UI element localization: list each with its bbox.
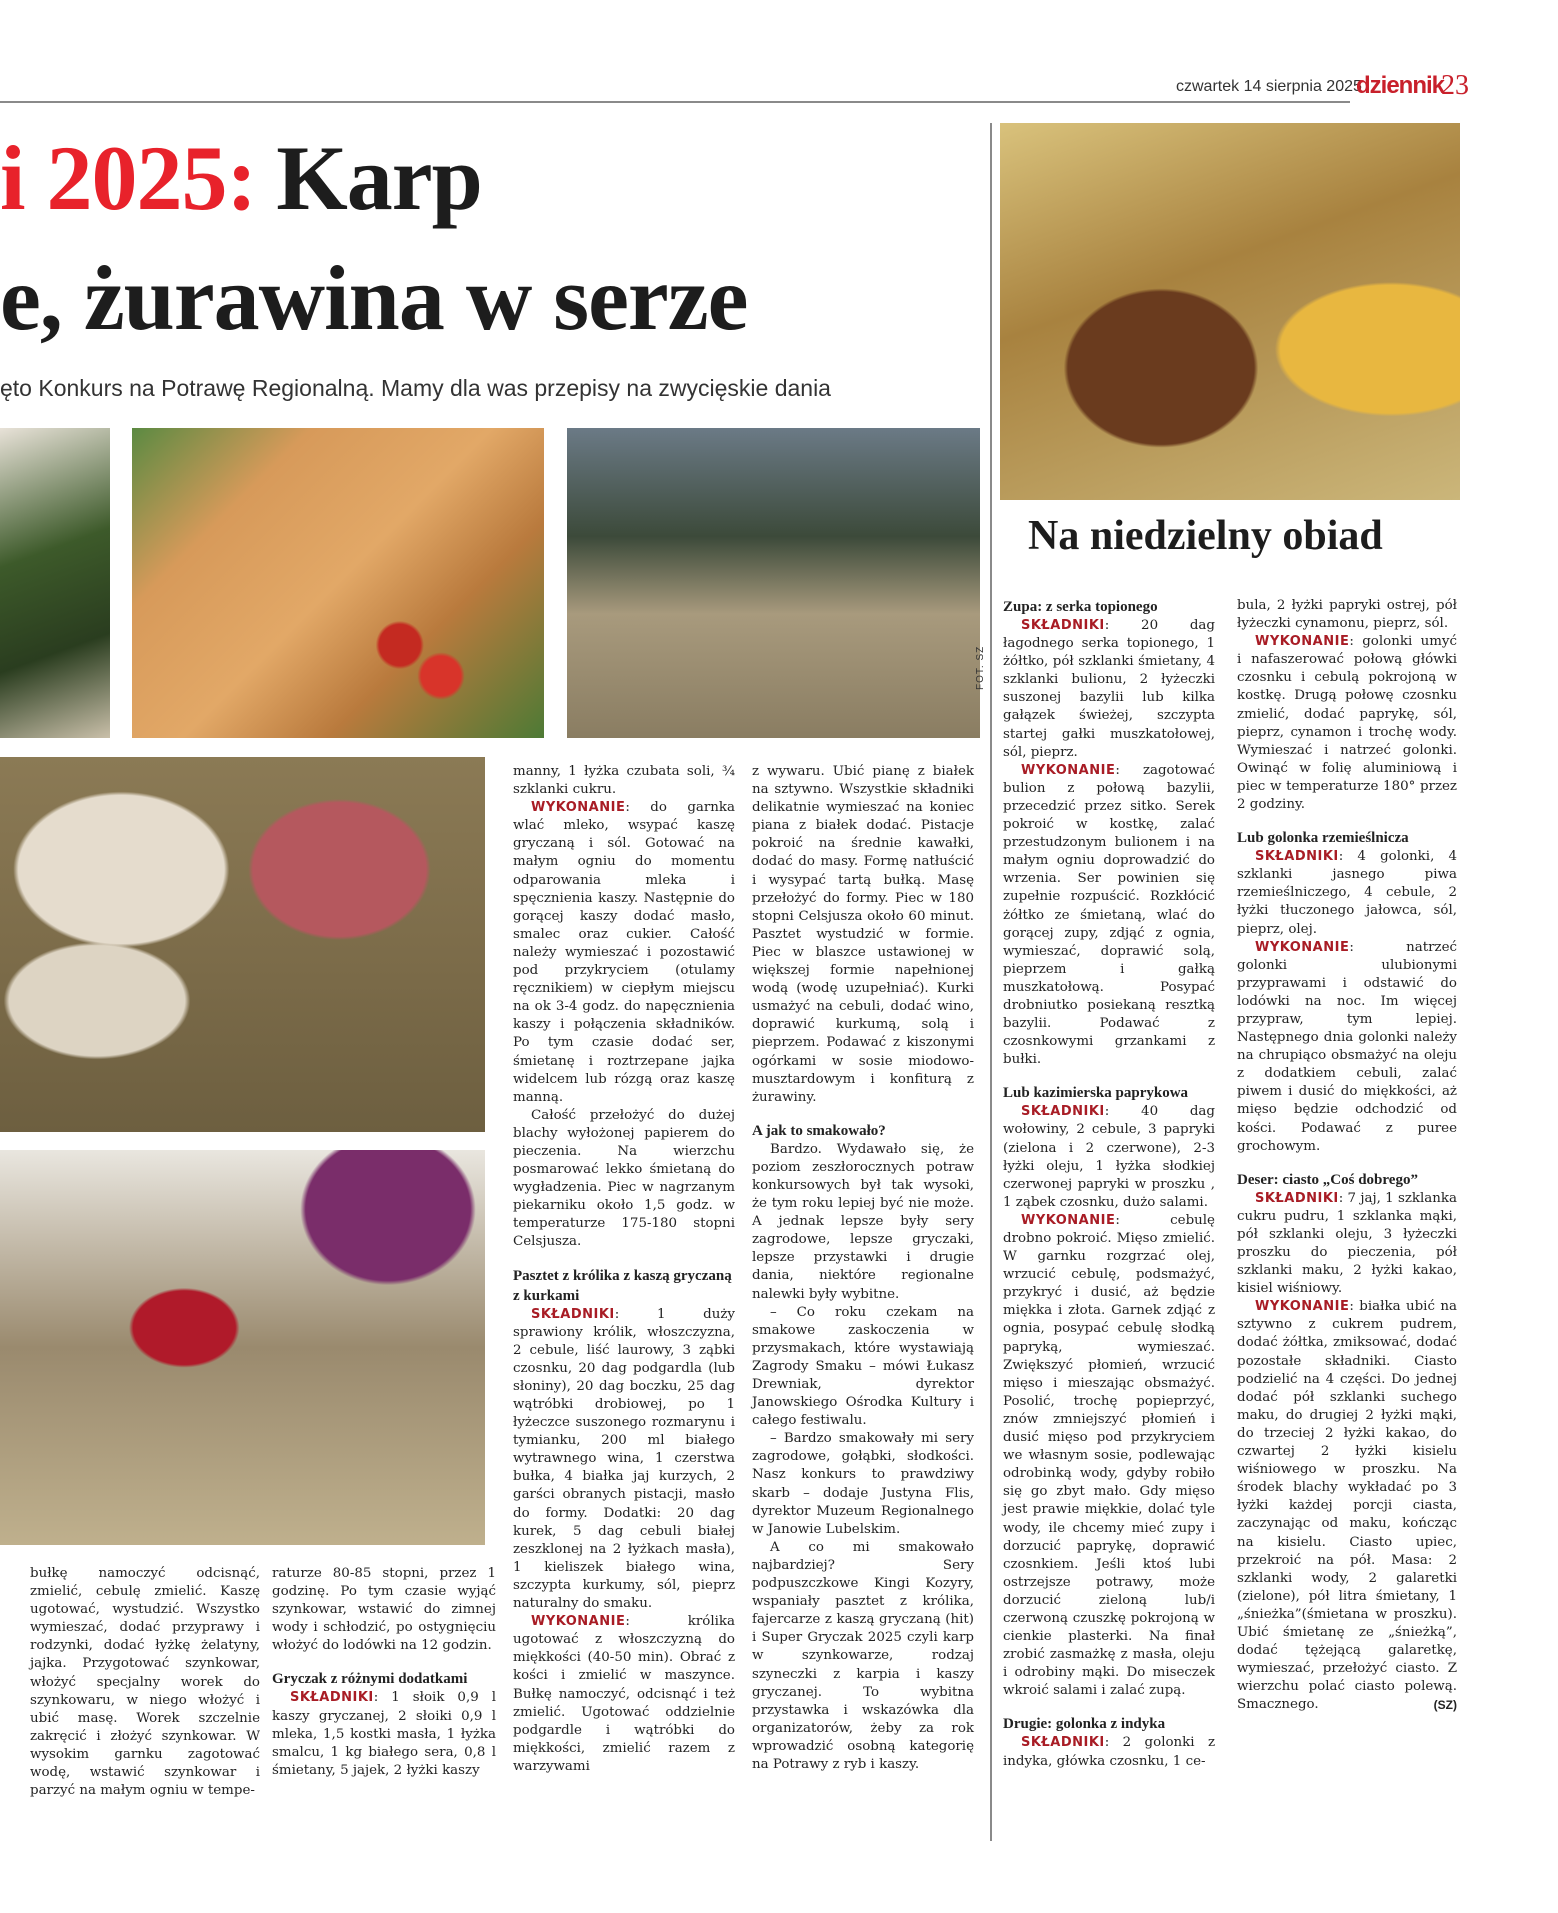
paragraph: Bardzo. Wydawało się, że poziom zeszłorocznych potraw konkursowych był tak wysoki, że tym roku lepiej być nie może. A jednak lepsze były sery zagrodowe, lepsze gryczaki, lepsze przystawki i drugie dania, niektóre regionalne nalewki były wybitne. <box>752 1141 974 1302</box>
ingredients-paragraph: SKŁADNIKI: 1 duży sprawiony królik, włoszczyzna, 2 cebule, liść laurowy, 3 ząbki czosnku, 20 dag podgardla (lub słoniny), 20 dag boczku, 25 dag wątróbki drobiowej, po 1 łyżeczce suszonego rozmarynu i tymianku, 200 ml białego wytrawnego wina, 1 czerstwa bułka, 4 białka jaj kurzych, 2 garści obranych pistacji, masło do formy. Dodatki: 20 dag kurek, 5 dag cebuli białej zeszklonej na 2 łyżkach masła), 1 kieliszek białego wina, szczypta kurkumy, sól, pieprz naturalny do smaku. <box>513 1306 735 1612</box>
preparation-label: WYKONANIE <box>1255 1299 1350 1315</box>
headline-dark-part: Karp <box>276 127 482 229</box>
article-column-3 <box>513 763 735 1776</box>
sidebar-column-2 <box>1237 597 1457 1714</box>
herbs-photo <box>0 428 110 738</box>
ingredients-label: SKŁADNIKI <box>1255 1190 1339 1206</box>
article-column-1 <box>30 1565 260 1800</box>
preparation-paragraph: WYKONANIE: białka ubić na sztywno z cukrem pudrem, dodać żółtka, zmiksować, dodać pozostałe składniki. Ciasto podzielić na 4 części. Do jednej dodać pół szklanki suchego maku, do drugiej 2 łyżki mąki, do trzeciej 2 łyżki kakao, do czwartej 2 łyżki kisielu wiśniowego w proszku. Na środek blachy wykładać po 3 łyżki każdej porcji ciasta, zaczynając od maku, kończąc na kisielu. Ciasto upiec, przekroić na pół. Masa: 2 szklanki wody, 2 galaretki (zielone), pół litra śmietany, 1 „śnieżka”(śmietana w proszku). Ubić śmietanę ze „śnieżką”, dodać tężejącą galaretkę, wymieszać, przełożyć ciasto. Z wierzchu polać ciasto polewą. Smacznego. (SZ) <box>1237 1298 1457 1714</box>
preparation-paragraph: WYKONANIE: królika ugotować z włoszczyzną do miękkości (40-50 min). Obrać z kości i zmielić w maszynce. Bułkę namoczyć, odcisnąć i też zmielić. Ugotować oddzielnie podgardle i wątróbki do miękkości, zmielić razem z warzywami <box>513 1614 735 1774</box>
photo-credit: FOT. SZ <box>975 645 986 690</box>
recipe-title: Lub kazimierska paprykowa <box>1003 1085 1189 1102</box>
ingredients-label: SKŁADNIKI <box>1021 1735 1105 1751</box>
pierogi-photo <box>0 757 485 1132</box>
sidebar-column-1 <box>1003 597 1215 1771</box>
ingredients-paragraph: SKŁADNIKI: 40 dag wołowiny, 2 cebule, 3 papryki (zielona i 2 czerwone), 2-3 łyżki oleju, 1 łyżka słodkiej czerwonej papryki w proszku , 1 ząbek czosnku, dużo salami. <box>1003 1104 1215 1210</box>
ingredients-label: SKŁADNIKI <box>1255 849 1339 865</box>
recipe-title: Zupa: z serka topionego <box>1003 599 1158 615</box>
paragraph: – Bardzo smakowały mi sery zagrodowe, gołąbki, słodkości. Nasz konkurs to prawdziwy skarb – dodaje Justyna Flis, dyrektor Muzeum Regionalnego w Janowie Lubelskim. <box>752 1431 974 1537</box>
ingredients-paragraph: SKŁADNIKI: 2 golonki z indyka, główka czosnku, 1 ce- <box>1003 1735 1215 1769</box>
page-number: 23 <box>1441 70 1469 101</box>
paragraph: bułkę namoczyć odcisnąć, zmielić, cebulę zmielić. Kaszę ugotować, wystudzić. Wszystko wymieszać, dodać przyprawy i rodzynki, dodać łyżkę żelatyny, jajka. Przygotować szynkowar, włożyć specjalny worek do szynkowaru, w niego włożyć i ubić masę. Worek szczelnie zakręcić i złożyć szynkowar. W wysokim garnku zagotować wodę, wstawić szynkowar i parzyć na małym ogniu w tempe- <box>30 1566 260 1799</box>
headline-line-1 <box>0 128 482 228</box>
paragraph: bula, 2 łyżki papryki ostrej, pół łyżeczki cynamonu, pieprz, sól. <box>1237 598 1457 632</box>
preparation-paragraph: WYKONANIE: cebulę drobno pokroić. Mięso zmielić. W garnku rozgrzać olej, wrzucić cebulę, podsmażyć, przykryć i dusić, aż będzie miękka i złota. Garnek zdjąć z ognia, posypać cebulę słodką papryką, wymieszać. Zwiększyć płomień, wrzucić mięso i mieszając obsmażyć. Posolić, trochę popieprzyć, znów zmniejszyć płomień i dusić mięso pod przykryciem we własnym sosie, podlewając odrobinką wody, gdyby robiło się go zbyt mało. Gdy mięso jest prawie miękkie, dolać tyle wody, ile chcemy mieć zupy i dorzucić paprykę, doprawić czosnkiem. Jeśli ktoś lubi ostrzejsze potrawy, może dorzucić zieloną lub/i czerwoną czuszkę pokrojoną w cienkie plasterki. Na finał zrobić zasmażkę z masła, oleju i odrobiny mąki. Do miseczek wkroić salami i zalać zupą. <box>1003 1212 1215 1699</box>
paragraph: – Co roku czekam na smakowe zaskoczenia w przysmakach, które wystawiają Zagrody Smaku – mówi Łukasz Drewniak, dyrektor Janowskiego Ośrodka Kultury i całego festiwalu. <box>752 1304 974 1429</box>
preparation-paragraph: WYKONANIE: golonki umyć i nafaszerować połową główki czosnku i cebulą pokrojoną w kostkę. Drugą połowę czosnku zmielić, dodać paprykę, sól, pieprz, cynamon i trochę wody. Wymieszać i natrzeć golonki. Owinąć w folię aluminiową i piec w temperaturze 180° przez 2 godziny. <box>1237 634 1457 813</box>
dish-photo <box>567 428 980 738</box>
preparation-label: WYKONANIE <box>1255 634 1350 650</box>
recipe-title: Gryczak z różnymi dodatkami <box>272 1671 468 1688</box>
headline-line-2: e, żurawina w serze <box>0 247 748 349</box>
recipe-title: Deser: ciasto „Coś dobrego” <box>1237 1171 1418 1188</box>
recipe-title: Drugie: golonka z indyka <box>1003 1716 1166 1733</box>
paragraph: raturze 80-85 stopni, przez 1 godzinę. Po tym czasie wyjąć szynkowar, wstawić do zimnej wody i schłodzić, po ostygnięciu włożyć do lodówki na 12 godzin. <box>272 1566 496 1654</box>
article-column-2 <box>272 1565 496 1780</box>
preparation-label: WYKONANIE <box>1021 1212 1116 1228</box>
standfirst: ęto Konkurs na Potrawę Regionalną. Mamy dla was przepisy na zwycięskie dania <box>0 375 831 401</box>
ingredients-label: SKŁADNIKI <box>1021 1104 1105 1120</box>
preparation-paragraph: WYKONANIE: do garnka wlać mleko, wsypać kaszę gryczaną i sól. Gotować na małym ogniu do momentu odparowania mleka i spęcznienia kaszy. Następnie do gorącej kaszy dodać masło, smalec oraz cukier. Całość należy wymieszać i pozostawić pod przykryciem (otulamy ręcznikiem) w ciepłym miejscu na ok 3-4 godz. do napęcznienia kaszy i połączenia składników. Po tym czasie dodać ser, śmietanę i roztrzepane jajka widelcem lub rózgą oraz kaszę manną. <box>513 800 735 1105</box>
ingredients-paragraph: SKŁADNIKI: 20 dag łagodnego serka topionego, 1 żółtko, pół szklanki śmietany, 4 szklanki bulionu, 2 łyżeczki suszonej bazylii lub kilka gałązek świeżej, szczypta startej gałki muszkatołowej, sól, pieprz. <box>1003 618 1215 760</box>
jam-photo <box>0 1150 485 1545</box>
sidebar-title: Na niedzielny obiad <box>1028 513 1383 559</box>
ingredients-paragraph: SKŁADNIKI: 7 jaj, 1 szklanka cukru pudru, 1 szklanka mąki, pół szklanki oleju, 3 łyżeczki proszku do pieczenia, pół szklanki maku, 2 łyżki kakao, kisiel wiśniowy. <box>1237 1190 1457 1297</box>
preparation-label: WYKONANIE <box>531 1614 626 1630</box>
recipe-title: Lub golonka rzemieślnicza <box>1237 830 1409 847</box>
brand-logo: dziennik <box>1356 72 1445 99</box>
author-signature: (SZ) <box>1433 1698 1457 1713</box>
paragraph: z wywaru. Ubić pianę z białek na sztywno. Wszystkie składniki delikatnie wymieszać na koniec piana z białek dodać. Pistacje pokroić na średnie kawałki, dodać do masy. Formę natłuścić i wysypać tartą bułką. Masę przełożyć do formy. Piec w 180 stopni Celsjusza około 60 minut. Pasztet wystudzić w formie. Piec w blaszce ustawionej w większej formie napełnionej wodą (wodę uzupełniać). Kurki usmażyć na cebuli, dodać wino, doprawić kurkumą, solą i pieprzem. Podawać z kiszonymi ogórkami w sosie miodowo-musztardowym i konfiturą z żurawiny. <box>752 764 974 1105</box>
ingredients-label: SKŁADNIKI <box>290 1690 374 1706</box>
preparation-paragraph: WYKONANIE: natrzeć golonki ulubionymi przyprawami i odstawić do lodówki na noc. Im więcej przypraw, tym lepiej. Następnego dnia golonki należy na chrupiąco obsmażyć na oleju z dodatkiem cebuli, zalać piwem i dusić do miękkości, aż mięso będzie odchodzić od kości. Podawać z puree grochowym. <box>1237 939 1457 1154</box>
paragraph: Całość przełożyć do dużej blachy wyłożonej papierem do pieczenia. Na wierzchu posmarować lekko śmietaną do wygładzenia. Piec w nagrzanym piekarniku około 1,5 godz. w temperaturze 175-180 stopni Celsjusza. <box>513 1107 735 1250</box>
ingredients-paragraph: SKŁADNIKI: 4 golonki, 4 szklanki jasnego piwa rzemieślniczego, 4 cebule, 2 łyżki tłuczonego jałowca, sól, pieprz, olej. <box>1237 849 1457 937</box>
cake-photo <box>132 428 544 738</box>
turkey-shank-photo <box>1000 123 1460 500</box>
headline-red-part: i 2025: <box>0 127 257 229</box>
recipe-title: Pasztet z królika z kaszą gryczaną z kurkami <box>513 1267 732 1304</box>
dateline: czwartek 14 sierpnia 2025 <box>1176 78 1362 95</box>
ingredients-label: SKŁADNIKI <box>531 1306 615 1322</box>
paragraph: manny, 1 łyżka czubata soli, ¾ szklanki cukru. <box>513 764 735 798</box>
ingredients-paragraph: SKŁADNIKI: 1 słoik 0,9 l kaszy gryczanej, 2 słoiki 0,9 l mleka, 1,5 kostki masła, 1 łyżka smalcu, 1 kg białego sera, 0,8 l śmietany, 5 jajek, 2 łyżki kaszy <box>272 1690 496 1778</box>
preparation-label: WYKONANIE <box>1255 939 1350 955</box>
section-title: A jak to smakowało? <box>752 1122 886 1139</box>
preparation-paragraph: WYKONANIE: zagotować bulion z połową bazylii, przecedzić przez sitko. Serek pokroić w kostkę, zalać przestudzonym bulionem i na małym ogniu doprowadzić do wrzenia. Ser powinien się zupełnie rozpuścić. Rozkłócić żółtko ze śmietaną, wlać do gorącej zupy, zdjąć z ognia, wymieszać, doprawić solą, pieprzem i gałką muszkatołową. Posypać drobniutko posiekaną resztką bazylii. Podawać z czosnkowymi grzankami z bułki. <box>1003 762 1215 1068</box>
paragraph: A co mi smakowało najbardziej? Sery podpuszczkowe Kingi Kozyry, wspaniały pasztet z królika, fajercarze z kaszą gryczaną (hit) i Super Gryczak 2025 czyli karp w szynkowarze, rodzaj szyneczki z karpia i kaszy gryczanej. To wybitna przystawka i wskazówka dla organizatorów, żeby za rok wprowadzić osobną kategorię na Potrawy z ryb i kaszy. <box>752 1539 974 1772</box>
preparation-label: WYKONANIE <box>531 800 626 816</box>
column-divider <box>990 123 992 1841</box>
preparation-label: WYKONANIE <box>1021 762 1116 778</box>
article-column-4 <box>752 763 974 1774</box>
ingredients-label: SKŁADNIKI <box>1021 618 1105 633</box>
header-rule <box>0 101 1350 103</box>
